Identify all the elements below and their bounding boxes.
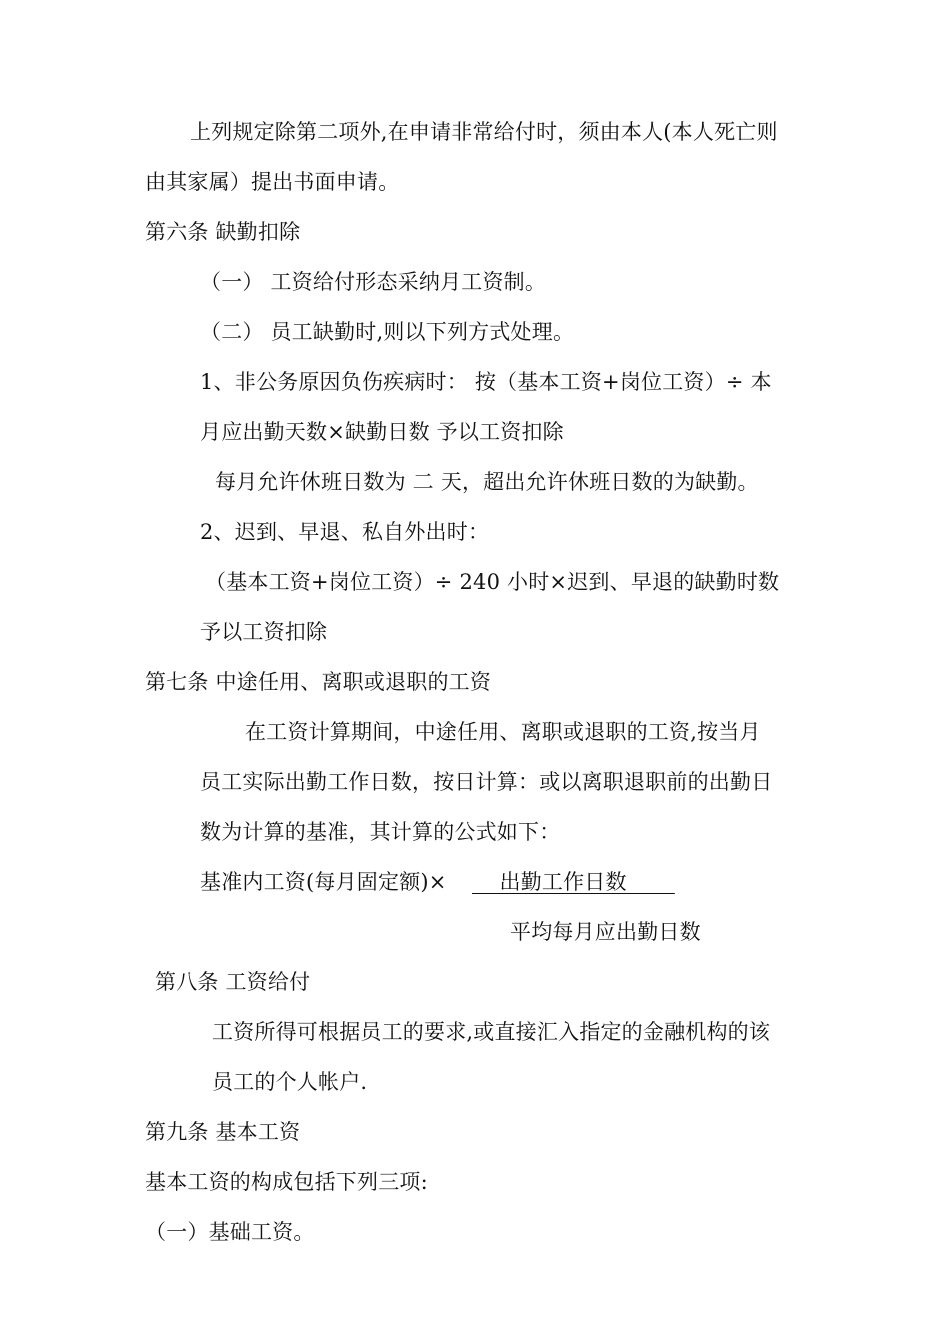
paragraph-line: 上列规定除第二项外,在申请非常给付时，须由本人(本人死亡则: [190, 120, 778, 144]
formula-line: （基本工资+岗位工资）÷ 240 小时×迟到、早退的缺勤时数: [205, 570, 780, 594]
paragraph-line: 2、迟到、早退、私自外出时：: [200, 520, 490, 544]
article-heading: 第八条 工资给付: [155, 970, 311, 994]
paragraph-line: 数为计算的基准，其计算的公式如下：: [200, 820, 561, 844]
paragraph-line: 月应出勤天数×缺勤日数 予以工资扣除: [200, 420, 564, 444]
list-item: （一）基础工资。: [145, 1220, 315, 1244]
paragraph-line: 由其家属）提出书面申请。: [145, 170, 400, 194]
paragraph-line: 工资所得可根据员工的要求,或直接汇入指定的金融机构的该: [212, 1020, 771, 1044]
paragraph-line: 员工实际出勤工作日数，按日计算：或以离职退职前的出勤日: [200, 770, 773, 794]
article-heading: 第六条 缺勤扣除: [145, 220, 301, 244]
formula-left: 基准内工资(每月固定额)×: [200, 870, 447, 894]
paragraph-line: 在工资计算期间，中途任用、离职或退职的工资,按当月: [245, 720, 761, 744]
paragraph-line: 1、非公务原因负伤疾病时： 按（基本工资+岗位工资）÷ 本: [200, 370, 772, 394]
paragraph-line: 予以工资扣除: [200, 620, 328, 644]
article-heading: 第九条 基本工资: [145, 1120, 301, 1144]
formula-numerator: 出勤工作日数: [472, 870, 675, 894]
article-heading: 第七条 中途任用、离职或退职的工资: [145, 670, 492, 694]
paragraph-line: 基本工资的构成包括下列三项:: [145, 1170, 428, 1194]
formula-denominator: 平均每月应出勤日数: [510, 920, 701, 944]
list-item: （二） 员工缺勤时,则以下列方式处理。: [200, 320, 575, 344]
paragraph-line: 每月允许休班日数为 二 天，超出允许休班日数的为缺勤。: [215, 470, 759, 494]
paragraph-line: 员工的个人帐户.: [212, 1070, 368, 1094]
list-item: （一） 工资给付形态采纳月工资制。: [200, 270, 547, 294]
